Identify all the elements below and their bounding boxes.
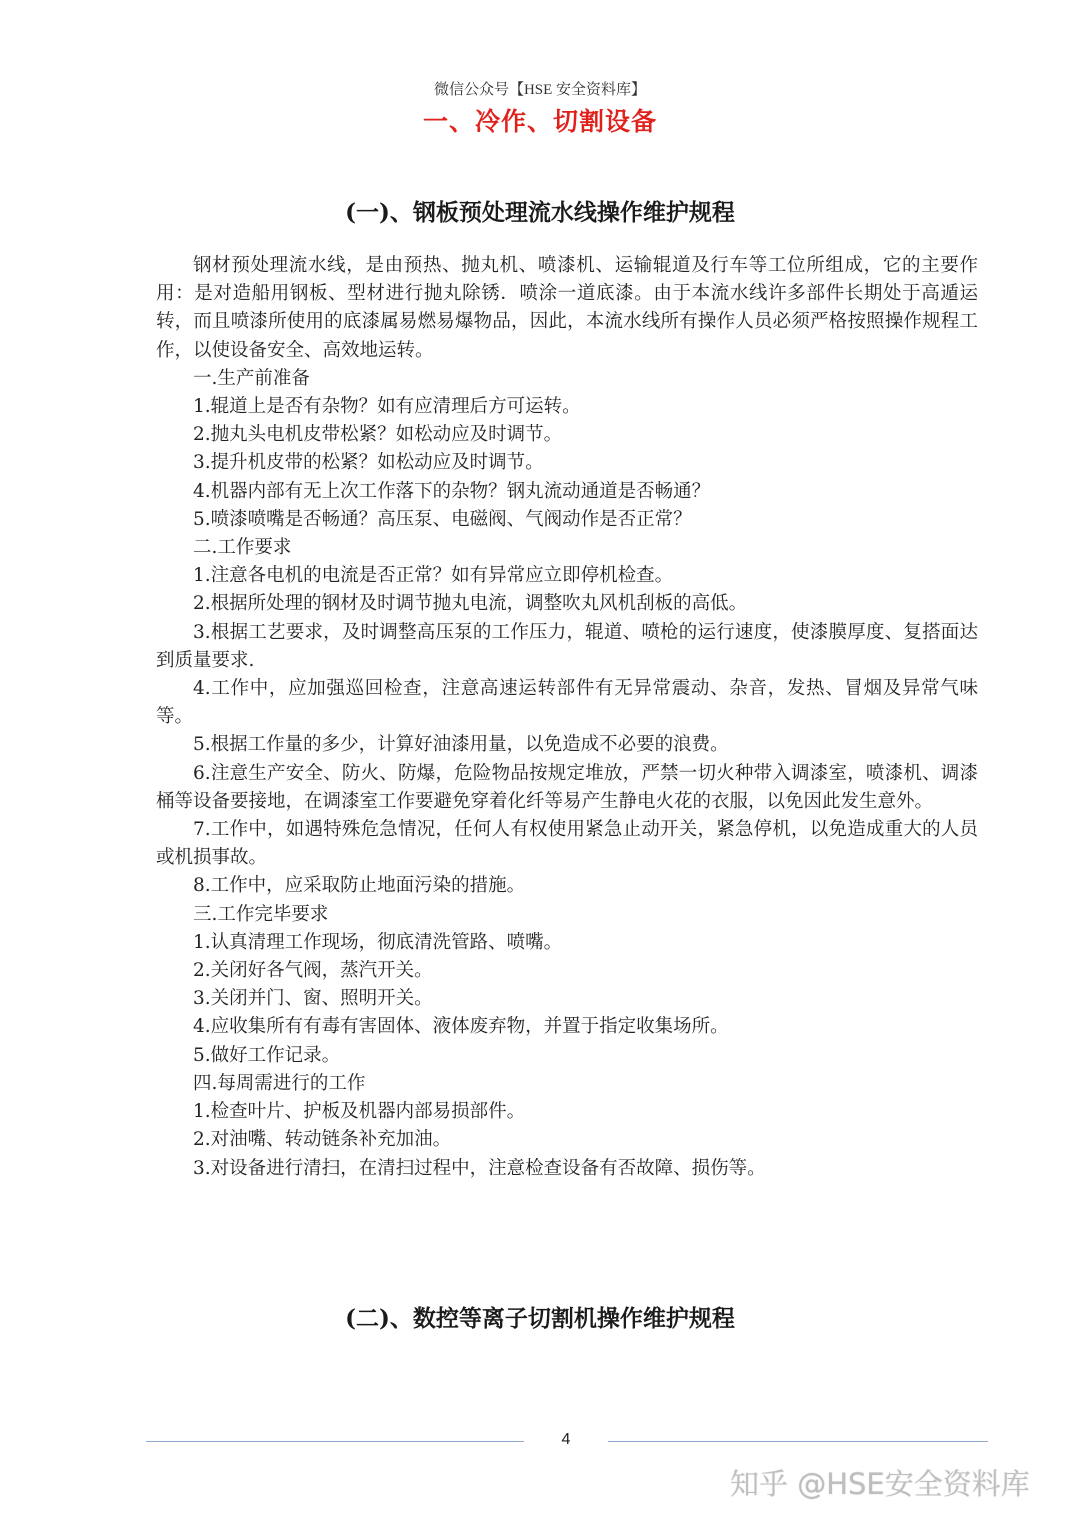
watermark: 知乎 @HSE安全资料库 bbox=[730, 1467, 1030, 1501]
paragraph: 4.工作中，应加强巡回检查，注意高速运转部件有无异常震动、杂音，发热、冒烟及异常气味等。 bbox=[156, 678, 978, 728]
paragraph: 3.对设备进行清扫，在清扫过程中，注意检查设备有否故障、损伤等。 bbox=[193, 1157, 766, 1179]
paragraph: 1.检查叶片、护板及机器内部易损部件。 bbox=[193, 1101, 526, 1123]
paragraph: 2.根据所处理的钢材及时调节抛丸电流，调整吹丸风机刮板的高低。 bbox=[193, 593, 748, 615]
paragraph: 8.工作中，应采取防止地面污染的措施。 bbox=[193, 875, 526, 897]
paragraph: 4.机器内部有无上次工作落下的杂物？钢丸流动通道是否畅通？ bbox=[193, 480, 711, 502]
page-number: 4 bbox=[561, 1431, 571, 1448]
footer-divider-right bbox=[608, 1441, 988, 1442]
paragraph: 5.喷漆喷嘴是否畅通？高压泵、电磁阀、气阀动作是否正常？ bbox=[193, 508, 692, 530]
paragraph: 3.根据工艺要求，及时调整高压泵的工作压力，辊道、喷枪的运行速度，使漆膜厚度、复搭面达到质量要求. bbox=[156, 621, 978, 671]
paragraph: 1.注意各电机的电流是否正常？如有异常应立即停机检查。 bbox=[193, 565, 674, 587]
header-note: 微信公众号【HSE 安全资料库】 bbox=[433, 82, 647, 98]
paragraph: 1.认真清理工作现场，彻底清洗管路、喷嘴。 bbox=[193, 931, 563, 953]
section-title-1: (一)、钢板预处理流水线操作维护规程 bbox=[345, 199, 735, 226]
body-text bbox=[156, 252, 978, 1183]
paragraph: 5.做好工作记录。 bbox=[193, 1044, 341, 1066]
paragraph: 3.提升机皮带的松紧？如松动应及时调节。 bbox=[193, 452, 544, 474]
paragraph: 钢材预处理流水线，是由预热、抛丸机、喷漆机、运输辊道及行车等工位所组成，它的主要作用：是对造船用钢板、型材进行抛丸除锈．喷涂一道底漆。由于本流水线许多部件长期处于高遁运转，而且喷漆所使用的底漆属易燃易爆物品，因此，本流水线所有操作人员必须严格按照操作规程工作，以使设备安全、高效地运转。 bbox=[156, 255, 978, 361]
paragraph: 7.工作中，如遇特殊危急情况，任何人有权使用紧急止动开关，紧急停机，以免造成重大的人员或机损事故。 bbox=[156, 819, 978, 869]
paragraph: 3.关闭并门、窗、照明开关。 bbox=[193, 988, 433, 1010]
footer-divider-left bbox=[146, 1441, 524, 1442]
paragraph: 5.根据工作量的多少，计算好油漆用量，以免造成不必要的浪费。 bbox=[193, 734, 729, 756]
paragraph: 一.生产前准备 bbox=[193, 367, 310, 389]
paragraph: 2.关闭好各气阀，蒸汽开关。 bbox=[193, 960, 433, 982]
paragraph: 四.每周需进行的工作 bbox=[193, 1072, 366, 1094]
section-title-2: (二)、数控等离子切割机操作维护规程 bbox=[345, 1305, 735, 1332]
paragraph: 2.抛丸头电机皮带松紧？如松动应及时调节。 bbox=[193, 424, 563, 446]
paragraph: 4.应收集所有有毒有害固体、液体废弃物，并置于指定收集场所。 bbox=[193, 1016, 729, 1038]
chapter-title: 一、冷作、切割设备 bbox=[422, 107, 657, 136]
paragraph: 二.工作要求 bbox=[193, 537, 292, 559]
paragraph: 6.注意生产安全、防火、防爆，危险物品按规定堆放，严禁一切火种带入调漆室，喷漆机、调漆桶等设备要接地，在调漆室工作要避免穿着化纤等易产生静电火花的衣服，以免因此发生意外。 bbox=[156, 762, 978, 812]
paragraph: 2.对油嘴、转动链条补充加油。 bbox=[193, 1129, 452, 1151]
paragraph: 1.辊道上是否有杂物？如有应清理后方可运转。 bbox=[193, 396, 581, 418]
paragraph: 三.工作完毕要求 bbox=[193, 903, 329, 925]
